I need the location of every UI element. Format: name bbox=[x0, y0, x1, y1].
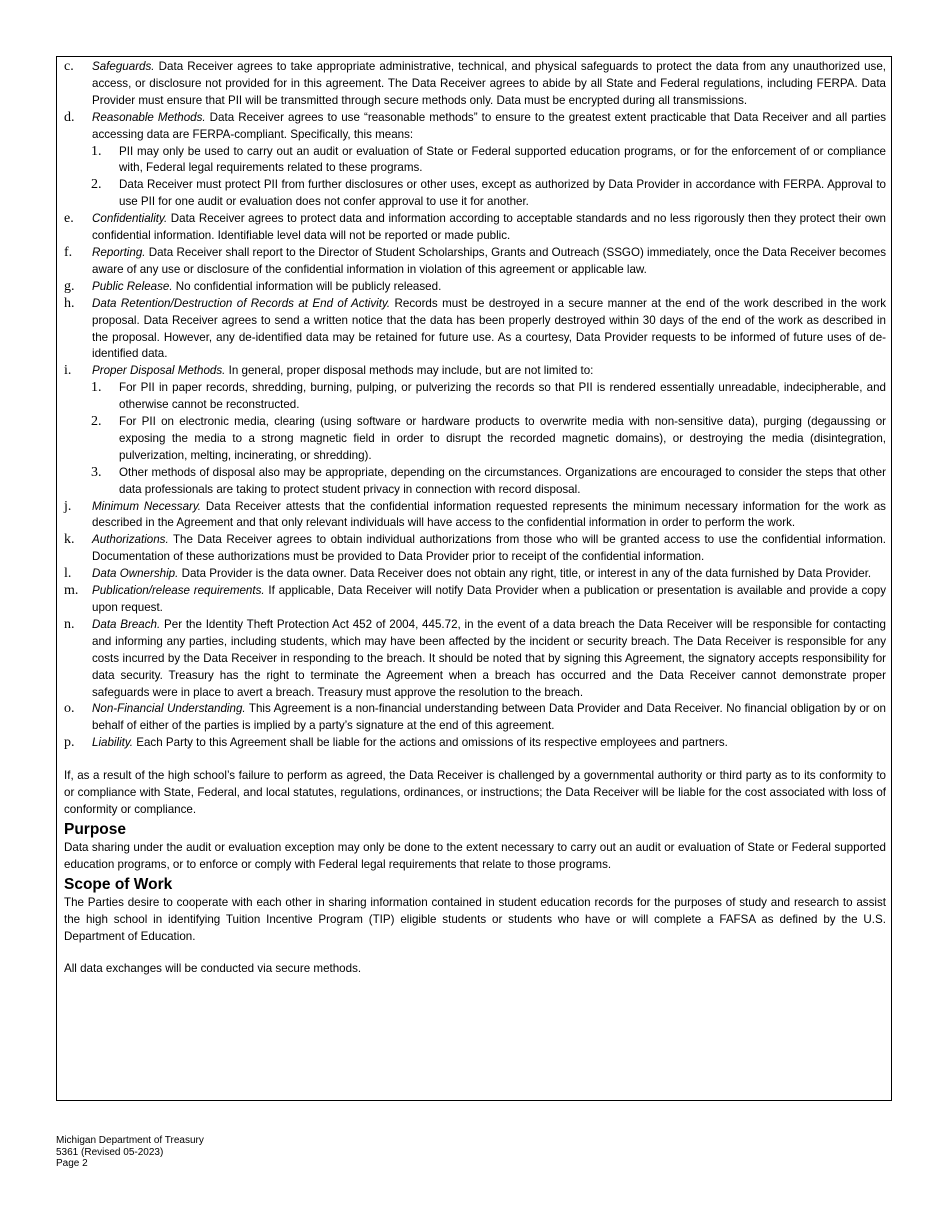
clause-title: Confidentiality. bbox=[92, 212, 168, 226]
sub-clause-item bbox=[91, 380, 886, 414]
clause-text bbox=[92, 211, 886, 245]
clause-title: Proper Disposal Methods. bbox=[92, 364, 226, 378]
clause-text bbox=[92, 583, 886, 617]
clause-title: Publication/release requirements. bbox=[92, 584, 265, 598]
clause-body: Data Receiver agrees to take appropriate administrative, technical, and physical safeguards to protect the data from any unauthorized use, access, or disclosure not provided for in this agreement. The Data Receiver agrees to abide by all State and Federal regulations, including FERPA. Data Provider must ensure that PII will be transmitted through secure methods only. Data must be encrypted during all transmissions. bbox=[92, 60, 886, 107]
clause-text bbox=[92, 617, 886, 702]
clause-text bbox=[92, 499, 886, 533]
clause-text bbox=[92, 296, 886, 364]
clause-marker: o. bbox=[64, 701, 75, 717]
clause-marker: k. bbox=[64, 532, 75, 548]
sub-clause-number: 2. bbox=[91, 414, 102, 430]
clause-marker: m. bbox=[64, 583, 79, 599]
clause-body: Records must be destroyed in a secure manner at the end of the work described in the work proposal. Data Receiver agrees to send a written notice that the data has been properly destroyed within 30 days of the end of the work as described in the proposal. However, any de-identified data may be retained for future use. As a courtesy, Data Provider requests to be informed of future uses of de-identified data. bbox=[92, 296, 886, 361]
spacer bbox=[64, 752, 886, 768]
agreement-content bbox=[64, 59, 886, 978]
clause-item bbox=[64, 59, 886, 110]
clause-body: If applicable, Data Receiver will notify Data Provider when a publication or presentation is available and provide a copy upon request. bbox=[92, 584, 886, 614]
clause-title: Reasonable Methods. bbox=[92, 110, 206, 124]
sub-clause-text: Data Receiver must protect PII from further disclosures or other uses, except as authorized by Data Provider in accordance with FERPA. Approval to use PII for one audit or evaluation does not confer approval to use it for another. bbox=[119, 178, 886, 209]
clause-title: Non-Financial Understanding. bbox=[92, 702, 246, 716]
sub-clause-item bbox=[91, 414, 886, 465]
sub-clause-text: For PII in paper records, shredding, burning, pulping, or pulverizing the records so that PII is rendered essentially unreadable, indecipherable, and otherwise cannot be reconstructed. bbox=[119, 381, 886, 412]
clause-item bbox=[64, 701, 886, 735]
clause-body: In general, proper disposal methods may include, but are not limited to: bbox=[225, 364, 594, 378]
clause-item bbox=[64, 583, 886, 617]
footer-page-number: Page 2 bbox=[56, 1158, 88, 1169]
agreement-frame bbox=[56, 56, 892, 1101]
clause-body: This Agreement is a non-financial understanding between Data Provider and Data Receiver. No financial obligation by or on behalf of either of the parties is implied by a party’s signature at the end of this agreement. bbox=[92, 702, 887, 733]
clause-body: Data Receiver shall report to the Director of Student Scholarships, Grants and Outreach (SSGO) immediately, once the Data Receiver becomes aware of any use or disclosure of the confidential information in violation of this agreement or applicable law. bbox=[92, 245, 886, 276]
page-footer bbox=[56, 1135, 204, 1170]
sub-clause-number: 1. bbox=[91, 143, 102, 159]
clause-title: Data Breach. bbox=[92, 617, 161, 631]
sub-clause-text: PII may only be used to carry out an audit or evaluation of State or Federal supported education programs, or for the enforcement of or compliance with, Federal legal requirements related to these programs. bbox=[119, 144, 886, 175]
clause-text bbox=[92, 701, 886, 735]
clause-title: Safeguards. bbox=[92, 60, 155, 73]
clause-item bbox=[64, 617, 886, 702]
clause-marker: g. bbox=[64, 278, 75, 294]
clause-marker: h. bbox=[64, 295, 75, 311]
footer-form-number: 5361 (Revised 05-2023) bbox=[56, 1146, 164, 1158]
clause-title: Authorizations. bbox=[92, 533, 169, 547]
clause-marker: f. bbox=[64, 244, 73, 260]
clause-text bbox=[92, 532, 886, 566]
sub-clause-text: Other methods of disposal also may be appropriate, depending on the circumstances. Organizations are encouraged to consider the steps that other data professionals are taking to protect student privacy in connection with record disposal. bbox=[119, 465, 886, 496]
purpose-text: Data sharing under the audit or evaluation exception may only be done to the extent necessary to carry out an audit or evaluation of State or Federal supported education programs, or to enforce or comply with Federal legal requirements that relate to those programs. bbox=[64, 840, 886, 871]
scope-text: The Parties desire to cooperate with each other in sharing information contained in student education records for the purposes of study and research to assist the high school in identifying Tuition Incentive Program (TIP) eligible students or students who have or will complete a FAFSA as defined by the U.S. Department of Education. bbox=[64, 895, 886, 943]
clause-marker: c. bbox=[64, 59, 74, 74]
clause-text bbox=[92, 110, 886, 144]
clause-body: The Data Receiver agrees to obtain individual authorizations from those who will be granted access to use the confidential information. Documentation of these authorizations must be provided to Data Provider prior to receipt of the confidential information. bbox=[92, 533, 886, 564]
clause-title: Liability. bbox=[92, 736, 134, 750]
clause-item bbox=[64, 532, 886, 566]
clause-marker: i. bbox=[64, 363, 72, 379]
sub-clause-item bbox=[91, 465, 886, 499]
clause-item bbox=[64, 279, 886, 296]
clause-item bbox=[64, 211, 886, 245]
clause-text bbox=[92, 363, 886, 380]
clause-item bbox=[64, 499, 886, 533]
sub-clause-text: For PII on electronic media, clearing (using software or hardware products to overwrite media with non-sensitive data), purging (degaussing or exposing the media to a strong magnetic field in order to disrupt the recorded magnetic domains), or destroying the media (disintegration, pulverization, melting, incinerating, or shredding). bbox=[119, 415, 886, 462]
clause-marker: n. bbox=[64, 616, 75, 632]
sub-clause-item bbox=[91, 177, 886, 211]
clause-text bbox=[92, 566, 886, 583]
clause-item bbox=[64, 296, 886, 364]
purpose-heading: Purpose bbox=[64, 820, 127, 838]
spacer bbox=[64, 945, 886, 961]
clause-marker: l. bbox=[64, 566, 72, 582]
clause-title: Public Release. bbox=[92, 279, 173, 293]
sub-clause-number: 2. bbox=[91, 177, 102, 193]
clause-item bbox=[64, 110, 886, 144]
clause-item bbox=[64, 245, 886, 279]
clause-text bbox=[92, 59, 886, 110]
sub-clause-number: 1. bbox=[91, 380, 102, 396]
clause-body: Data Provider is the data owner. Data Receiver does not obtain any right, title, or interest in any of the data furnished by Data Provider. bbox=[178, 567, 872, 581]
clause-item bbox=[64, 735, 886, 752]
clause-marker: j. bbox=[64, 498, 72, 514]
clause-body: Data Receiver agrees to protect data and information according to acceptable standards and no less rigorously then they protect their own confidential information. Identifiable level data will not be reported or made public. bbox=[92, 212, 886, 243]
clause-marker: d. bbox=[64, 109, 75, 125]
clause-marker: e. bbox=[64, 211, 74, 227]
clause-title: Data Retention/Destruction of Records at End of Activity. bbox=[92, 296, 391, 310]
sub-clause-number: 3. bbox=[91, 464, 102, 480]
clause-text bbox=[92, 735, 886, 752]
clause-title: Reporting. bbox=[92, 245, 146, 259]
closing-paragraph: If, as a result of the high school’s failure to perform as agreed, the Data Receiver is challenged by a governmental authority or third party as to its conformity to or compliance with State, Federal, and local statutes, regulations, ordinances, or instructions; the Data Receiver will be liable for the cost associated with loss of conformity or compliance. bbox=[64, 769, 886, 816]
clause-title: Data Ownership. bbox=[92, 567, 179, 581]
clause-body: Per the Identity Theft Protection Act 452 of 2004, 445.72, in the event of a data breach the Data Receiver will be responsible for contacting and informing any parties, including students, which may have been affected by the incident or security breach. The Data Receiver is responsible for any costs incurred by the Data Receiver in responding to the breach. It should be noted that by signing this Agreement, the signatory accepts responsibility for data security. Treasury has the right to terminate the Agreement when a breach has occurred and the Data Receiver cannot demonstrate proper safeguards were in place to avert a breach. Treasury must approve the resolution to the breach. bbox=[92, 617, 887, 699]
clause-text bbox=[92, 279, 886, 296]
clause-marker: p. bbox=[64, 735, 75, 751]
clause-item bbox=[64, 363, 886, 380]
footer-agency: Michigan Department of Treasury bbox=[56, 1135, 204, 1146]
clause-item bbox=[64, 566, 886, 583]
scope-text-secure: All data exchanges will be conducted via secure methods. bbox=[64, 962, 362, 976]
sub-clause-item bbox=[91, 144, 886, 178]
clause-body: Data Receiver agrees to use “reasonable methods” to ensure to the greatest extent practicable that Data Receiver and all parties accessing data are FERPA-compliant. Specifically, this means: bbox=[92, 110, 886, 141]
clause-title: Minimum Necessary. bbox=[92, 499, 202, 513]
clause-body: Each Party to this Agreement shall be liable for the actions and omissions of its respective employees and partners. bbox=[133, 736, 728, 750]
clause-text bbox=[92, 245, 886, 279]
clause-body: No confidential information will be publicly released. bbox=[172, 279, 442, 293]
clause-body: Data Receiver attests that the confidential information requested represents the minimum necessary information for the work as described in the Agreement and that only relevant individuals will have access to the confidential information in order to perform the work. bbox=[92, 499, 886, 530]
scope-heading: Scope of Work bbox=[64, 875, 173, 893]
